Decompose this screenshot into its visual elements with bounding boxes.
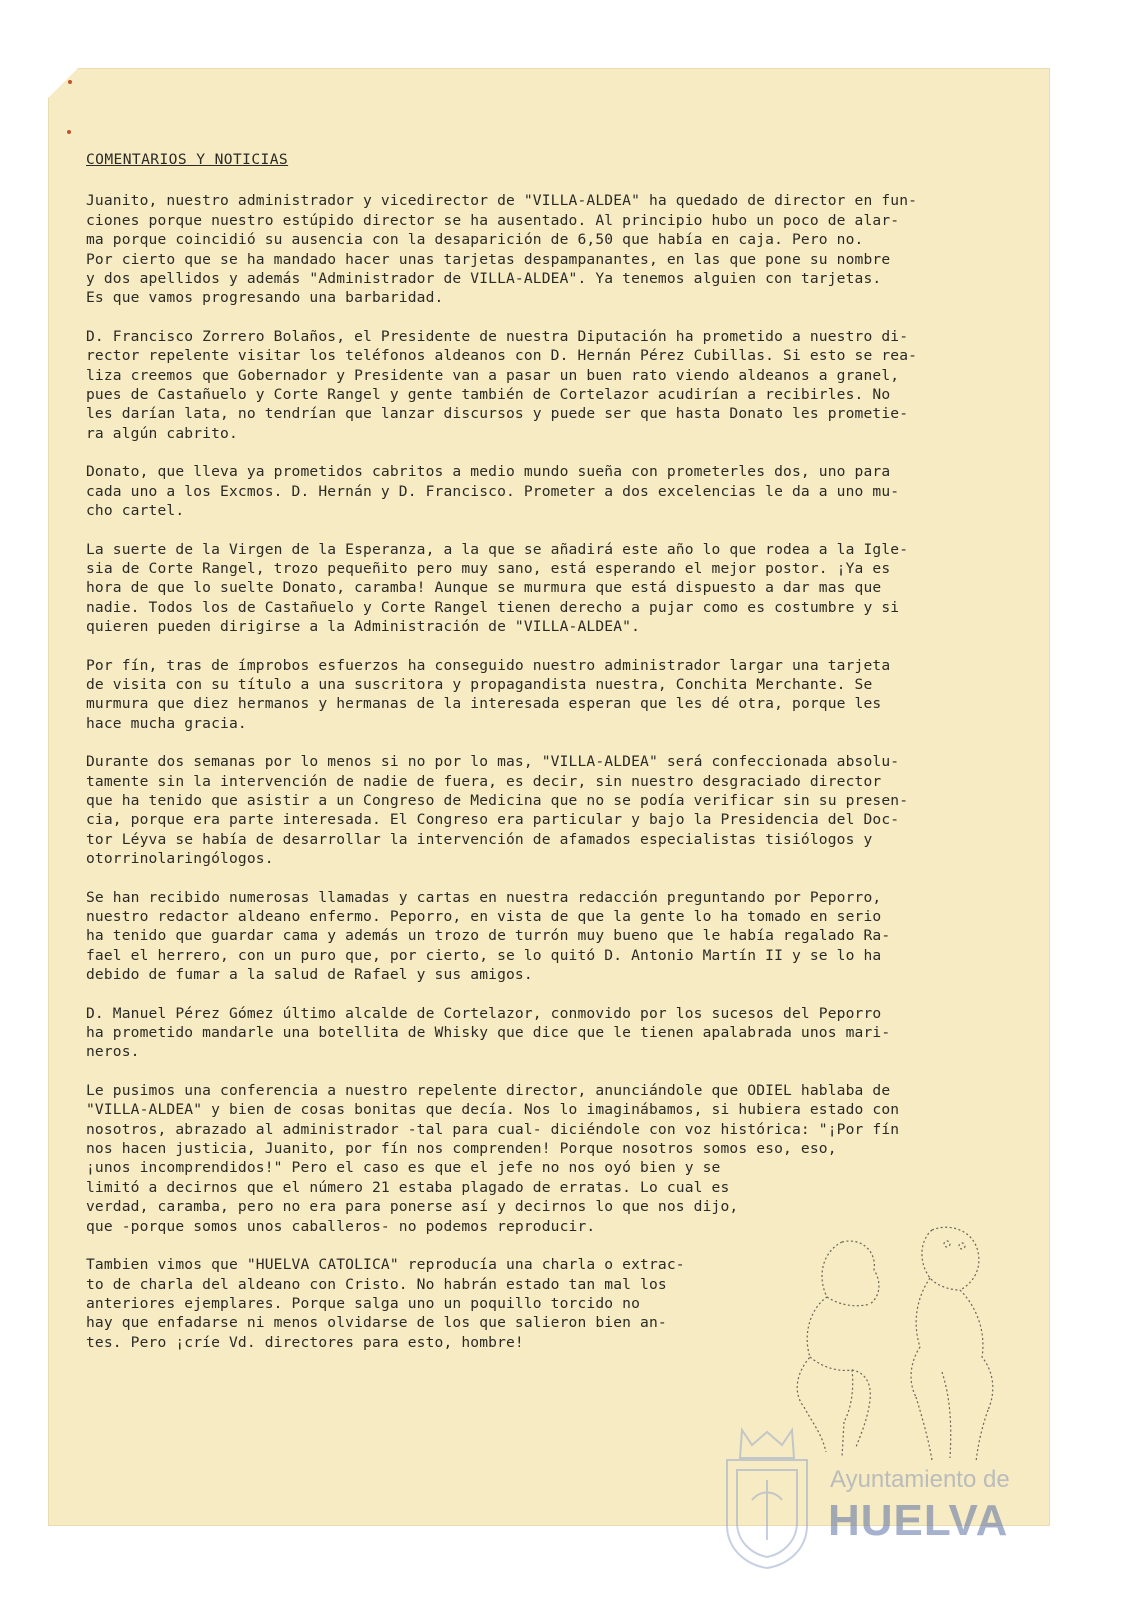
- text-line: Durante dos semanas por lo menos si no por lo mas, "VILLA-ALDEA" será confeccionada absolu-: [86, 753, 900, 771]
- paragraph: [86, 752, 966, 868]
- text-line: hace mucha gracia.: [86, 714, 247, 732]
- text-line: ha prometido mandarle una botellita de Whisky que dice que le tienen apalabrada unos mari-: [86, 1024, 891, 1042]
- text-line: pues de Castañuelo y Corte Rangel y gente también de Cortelazor acudirían a recibirles. No: [86, 386, 891, 404]
- text-line: La suerte de la Virgen de la Esperanza, a la que se añadirá este año lo que rodea a la Igle-: [86, 540, 909, 558]
- text-line: sia de Corte Rangel, trozo pequeñito pero muy sano, está esperando el mejor postor. ¡Ya es: [86, 559, 891, 577]
- text-line: Donato, que lleva ya prometidos cabritos a medio mundo sueña con prometerles dos, uno para: [86, 463, 891, 481]
- text-line: limitó a decirnos que el número 21 estaba plagado de erratas. Lo cual es: [86, 1178, 730, 1196]
- paragraph: [86, 191, 966, 307]
- punch-mark-top: [68, 80, 72, 84]
- text-line: que ha tenido que asistir a un Congreso de Medicina que no se podía verificar sin su presen-: [86, 791, 909, 809]
- folded-corner: [48, 68, 78, 98]
- text-line: que -porque somos unos caballeros- no podemos reproducir.: [86, 1217, 596, 1235]
- text-line: ra algún cabrito.: [86, 424, 238, 442]
- text-line: "VILLA-ALDEA" y bien de cosas bonitas que decía. Nos lo imaginábamos, si hubiera estado con: [86, 1101, 900, 1119]
- text-line: nuestro redactor aldeano enfermo. Peporro, en vista de que la gente lo ha tomado en serio: [86, 908, 882, 925]
- text-line: liza creemos que Gobernador y Presidente van a pasar un buen rato viendo aldeanos a granel,: [86, 366, 900, 384]
- text-line: rector repelente visitar los teléfonos aldeanos con D. Hernán Pérez Cubillas. Si esto se rea-: [86, 347, 918, 365]
- paragraph: [86, 656, 966, 734]
- text-line: nadie. Todos los de Castañuelo y Corte Rangel tienen derecho a pujar como es costumbre y si: [86, 598, 900, 616]
- text-line: cada uno a los Excmos. D. Hernán y D. Francisco. Prometer a dos excelencias le da a uno mu-: [86, 482, 900, 500]
- text-line: ha tenido que guardar cama y además un trozo de turrón muy bueno que le había regalado Ra-: [86, 927, 891, 945]
- text-line: ¡unos incomprendidos!" Pero el caso es que el jefe no nos oyó bien y se: [86, 1159, 721, 1177]
- coat-of-arms-logo: [712, 1420, 822, 1570]
- text-line: tor Léyva se había de desarrollar la intervención de afamados especialistas tisiólogos y: [86, 830, 873, 848]
- watermark-line-2: HUELVA: [828, 1496, 1009, 1545]
- typewritten-text: [86, 150, 966, 1371]
- text-line: neros.: [86, 1043, 140, 1061]
- text-line: Es que vamos progresando una barbaridad.: [86, 289, 444, 307]
- text-line: Le pusimos una conferencia a nuestro repelente director, anunciándole que ODIEL hablaba de: [86, 1081, 891, 1099]
- text-line: tamente sin la intervención de nadie de fuera, es decir, sin nuestro desgraciado director: [86, 772, 882, 790]
- text-line: anteriores ejemplares. Porque salga uno un poquillo torcido no: [86, 1294, 641, 1312]
- text-line: ma porque coincidió su ausencia con la desaparición de 6,50 que había en caja. Pero no.: [86, 231, 864, 249]
- section-heading: COMENTARIOS Y NOTICIAS: [86, 151, 289, 168]
- text-line: D. Manuel Pérez Gómez último alcalde de Cortelazor, conmovido por los sucesos del Peporro: [86, 1004, 882, 1022]
- text-line: verdad, caramba, pero no era para ponerse así y decirnos lo que nos dijo,: [86, 1198, 739, 1216]
- text-line: debido de fumar a la salud de Rafael y sus amigos.: [86, 966, 533, 984]
- text-line: les darían lata, no tendrían que lanzar discursos y puede ser que hasta Donato les prometie-: [86, 405, 909, 423]
- municipal-watermark: [712, 1420, 1052, 1570]
- text-line: otorrinolaringólogos.: [86, 850, 274, 868]
- text-line: quieren pueden dirigirse a la Administración de "VILLA-ALDEA".: [86, 618, 641, 636]
- paragraphs: [86, 191, 966, 1352]
- text-line: Tambien vimos que "HUELVA CATOLICA" reproducía una charla o extrac-: [86, 1256, 685, 1274]
- text-line: fael el herrero, con un puro que, por cierto, se lo quitó D. Antonio Martín II y se lo ha: [86, 946, 882, 964]
- text-line: ciones porque nuestro estúpido director se ha ausentado. Al principio hubo un poco de alar-: [86, 211, 900, 229]
- text-line: cia, porque era parte interesada. El Congreso era particular y bajo la Presidencia del Doc-: [86, 811, 900, 829]
- text-line: Se han recibido numerosas llamadas y cartas en nuestra redacción preguntando por Peporro,: [86, 888, 882, 906]
- text-line: nosotros, abrazado al administrador -tal para cual- diciéndole con voz histórica: "¡Por fín: [86, 1120, 900, 1138]
- paragraph: [86, 462, 966, 520]
- paragraph: [86, 888, 966, 985]
- text-line: y dos apellidos y además "Administrador de VILLA-ALDEA". Ya tenemos alguien con tarjetas.: [86, 270, 882, 288]
- paragraph: [86, 1004, 966, 1062]
- text-line: de visita con su título a una suscritora y propagandista nuestra, Conchita Merchante. Se: [86, 675, 873, 693]
- text-line: Por fín, tras de ímprobos esfuerzos ha conseguido nuestro administrador largar una tarjeta: [86, 656, 891, 674]
- text-line: hora de que lo suelte Donato, caramba! Aunque se murmura que está dispuesto a dar mas que: [86, 579, 882, 597]
- text-line: to de charla del aldeano con Cristo. No habrán estado tan mal los: [86, 1275, 667, 1293]
- punch-mark-bottom: [67, 130, 71, 134]
- text-line: hay que enfadarse ni menos olvidarse de los que salieron bien an-: [86, 1314, 667, 1332]
- text-line: cho cartel.: [86, 502, 185, 520]
- text-line: D. Francisco Zorrero Bolaños, el Presidente de nuestra Diputación ha prometido a nuestro di-: [86, 327, 909, 345]
- text-line: nos hacen justicia, Juanito, por fín nos comprenden! Porque nosotros somos eso, eso,: [86, 1140, 837, 1158]
- text-line: murmura que diez hermanos y hermanas de la interesada esperan que les dé otra, porque les: [86, 695, 882, 713]
- text-line: tes. Pero ¡críe Vd. directores para esto, hombre!: [86, 1333, 524, 1351]
- paragraph: [86, 540, 966, 637]
- paragraph: [86, 327, 966, 443]
- paragraph: [86, 1081, 966, 1236]
- watermark-line-1: Ayuntamiento de: [830, 1466, 1010, 1493]
- text-line: Juanito, nuestro administrador y vicedirector de "VILLA-ALDEA" ha quedado de director en fun-: [86, 192, 918, 210]
- text-line: Por cierto que se ha mandado hacer unas tarjetas despampanantes, en las que pone su nombre: [86, 250, 891, 268]
